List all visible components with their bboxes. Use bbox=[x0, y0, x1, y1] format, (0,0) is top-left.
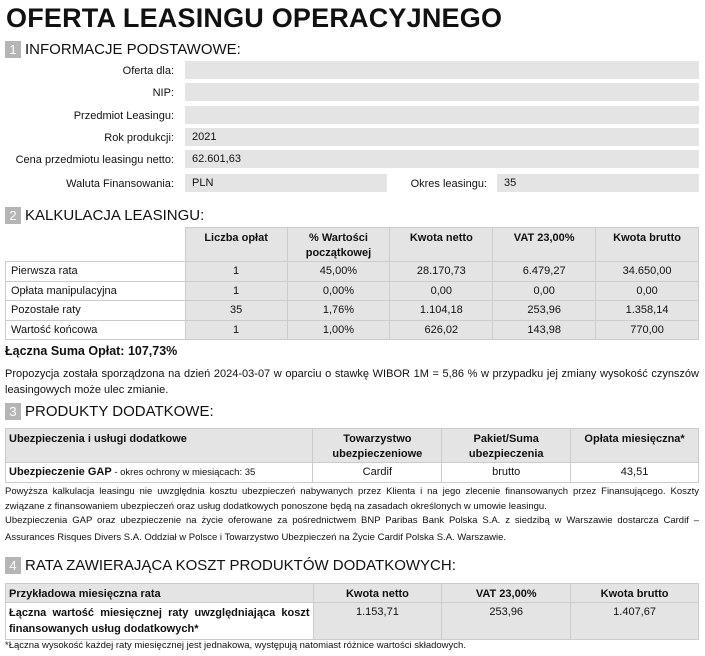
column-header: Kwota netto bbox=[390, 228, 493, 262]
page-title: OFERTA LEASINGU OPERACYJNEGO bbox=[6, 3, 503, 33]
field-label: NIP: bbox=[152, 87, 174, 99]
table-row bbox=[6, 301, 699, 321]
column-header: Pakiet/Suma ubezpieczenia bbox=[442, 429, 571, 463]
cell: 143,98 bbox=[493, 320, 596, 340]
cell: 45,00% bbox=[287, 262, 390, 282]
leasing-calculation-table bbox=[5, 227, 699, 340]
column-header: Kwota brutto bbox=[571, 584, 699, 603]
product-name: Ubezpieczenie GAP bbox=[9, 466, 112, 479]
row-label: Pozostałe raty bbox=[6, 301, 186, 321]
cell: 0,00 bbox=[596, 281, 699, 301]
section-title: RATA ZAWIERAJĄCA KOSZT PRODUKTÓW DODATKOWYCH: bbox=[25, 557, 456, 574]
insurer-note: Ubezpieczenia GAP oraz ubezpieczenie na życie oferowane za pośrednictwem BNP Paribas Bank Polska S.A. z siedzibą w Warszawie dostarcza Cardif – Assurances Risques Divers S.A. Oddział w Polsce i Towarzystwo Ubezpieczeń na Życie Cardif Polska S.A. Warszawie. bbox=[5, 515, 699, 543]
section-1-header bbox=[5, 41, 241, 58]
cell: Cardif bbox=[313, 463, 442, 483]
table-row bbox=[6, 463, 699, 483]
section-number: 1 bbox=[5, 41, 21, 58]
insurance-note: Powyższa kalkulacja leasingu nie uwzględnia kosztu ubezpieczeń nabywanych przez Klienta i na jego zlecenie finansowanych przez Finansującego. Koszty związane z finansowaniem ubezpieczeń oraz usług dodatkowych ponoszone będą na zasadach określonych w umowie leasingu. bbox=[5, 486, 699, 512]
row-label: Wartość końcowa bbox=[6, 320, 186, 340]
cell: 770,00 bbox=[596, 320, 699, 340]
section-title: PRODUKTY DODATKOWE: bbox=[25, 403, 214, 420]
wibor-note: Propozycja została sporządzona na dzień 2024-03-07 w oparciu o stawkę WIBOR 1M = 5,86 % w przypadku jej zmiany wysokość czynszów leasingowych może ulec zmianie. bbox=[5, 368, 699, 396]
total-fees: Łączna Suma Opłat: 107,73% bbox=[5, 344, 178, 358]
section-2-header bbox=[5, 207, 204, 224]
field-label: Oferta dla: bbox=[122, 65, 174, 77]
footnote: *Łączna wysokość każdej raty miesięcznej jest jednakowa, występują natomiast różnice wartości składowych. bbox=[5, 640, 466, 651]
table-row bbox=[6, 281, 699, 301]
section-4-header bbox=[5, 557, 456, 574]
column-header: Przykładowa miesięczna rata bbox=[6, 584, 314, 603]
column-header: Liczba opłat bbox=[185, 228, 287, 262]
field-label: Cena przedmiotu leasingu netto: bbox=[15, 154, 174, 166]
cell: 28.170,73 bbox=[390, 262, 493, 282]
field-label: Okres leasingu: bbox=[410, 178, 487, 190]
table-row bbox=[6, 603, 699, 640]
currency-field: PLN bbox=[185, 174, 387, 192]
cell: 253,96 bbox=[442, 603, 571, 640]
column-header: % Wartości początkowej bbox=[287, 228, 390, 262]
monthly-rate-table bbox=[5, 583, 699, 640]
section-number: 2 bbox=[5, 207, 21, 224]
cell: 34.650,00 bbox=[596, 262, 699, 282]
production-year-field: 2021 bbox=[185, 128, 699, 146]
field-label: Przedmiot Leasingu: bbox=[73, 110, 174, 122]
cell: 1.104,18 bbox=[390, 301, 493, 321]
row-label: Łączna wartość miesięcznej raty uwzględniająca koszt finansowanych usług dodatkowych* bbox=[6, 603, 314, 640]
cell: 43,51 bbox=[571, 463, 699, 483]
column-header: Towarzystwo ubezpieczeniowe bbox=[313, 429, 442, 463]
section-title: KALKULACJA LEASINGU: bbox=[25, 207, 205, 224]
cell: 1 bbox=[185, 281, 287, 301]
section-title: INFORMACJE PODSTAWOWE: bbox=[25, 41, 241, 58]
field-label: Waluta Finansowania: bbox=[66, 178, 174, 190]
nip-field bbox=[185, 83, 699, 101]
column-header: Kwota netto bbox=[313, 584, 442, 603]
row-label: Pierwsza rata bbox=[6, 262, 186, 282]
cell: 253,96 bbox=[493, 301, 596, 321]
row-label: Opłata manipulacyjna bbox=[6, 281, 186, 301]
column-header: Opłata miesięczna* bbox=[571, 429, 699, 463]
section-number: 3 bbox=[5, 403, 21, 420]
column-header: Ubezpieczenia i usługi dodatkowe bbox=[6, 429, 313, 463]
leasing-subject-field bbox=[185, 106, 699, 124]
column-header: VAT 23,00% bbox=[493, 228, 596, 262]
column-header: Kwota brutto bbox=[596, 228, 699, 262]
cell: 1.153,71 bbox=[313, 603, 442, 640]
column-header: VAT 23,00% bbox=[442, 584, 571, 603]
table-row bbox=[6, 320, 699, 340]
leasing-period-field: 35 bbox=[497, 174, 699, 192]
cell: 35 bbox=[185, 301, 287, 321]
cell: brutto bbox=[442, 463, 571, 483]
product-detail: - okres ochrony w miesiącach: 35 bbox=[111, 467, 256, 479]
cell: 1.407,67 bbox=[571, 603, 699, 640]
cell: 1 bbox=[185, 262, 287, 282]
cell: 0,00 bbox=[390, 281, 493, 301]
cell: 0,00% bbox=[287, 281, 390, 301]
cell: 626,02 bbox=[390, 320, 493, 340]
cell: 6.479,27 bbox=[493, 262, 596, 282]
cell: 1,76% bbox=[287, 301, 390, 321]
section-3-header bbox=[5, 403, 214, 420]
cell: 1.358,14 bbox=[596, 301, 699, 321]
cell: 0,00 bbox=[493, 281, 596, 301]
cell: 1 bbox=[185, 320, 287, 340]
field-label: Rok produkcji: bbox=[104, 132, 174, 144]
net-price-field: 62.601,63 bbox=[185, 150, 699, 168]
cell: 1,00% bbox=[287, 320, 390, 340]
section-number: 4 bbox=[5, 557, 21, 574]
offer-for-field bbox=[185, 61, 699, 79]
table-row bbox=[6, 262, 699, 282]
additional-products-table bbox=[5, 428, 699, 483]
